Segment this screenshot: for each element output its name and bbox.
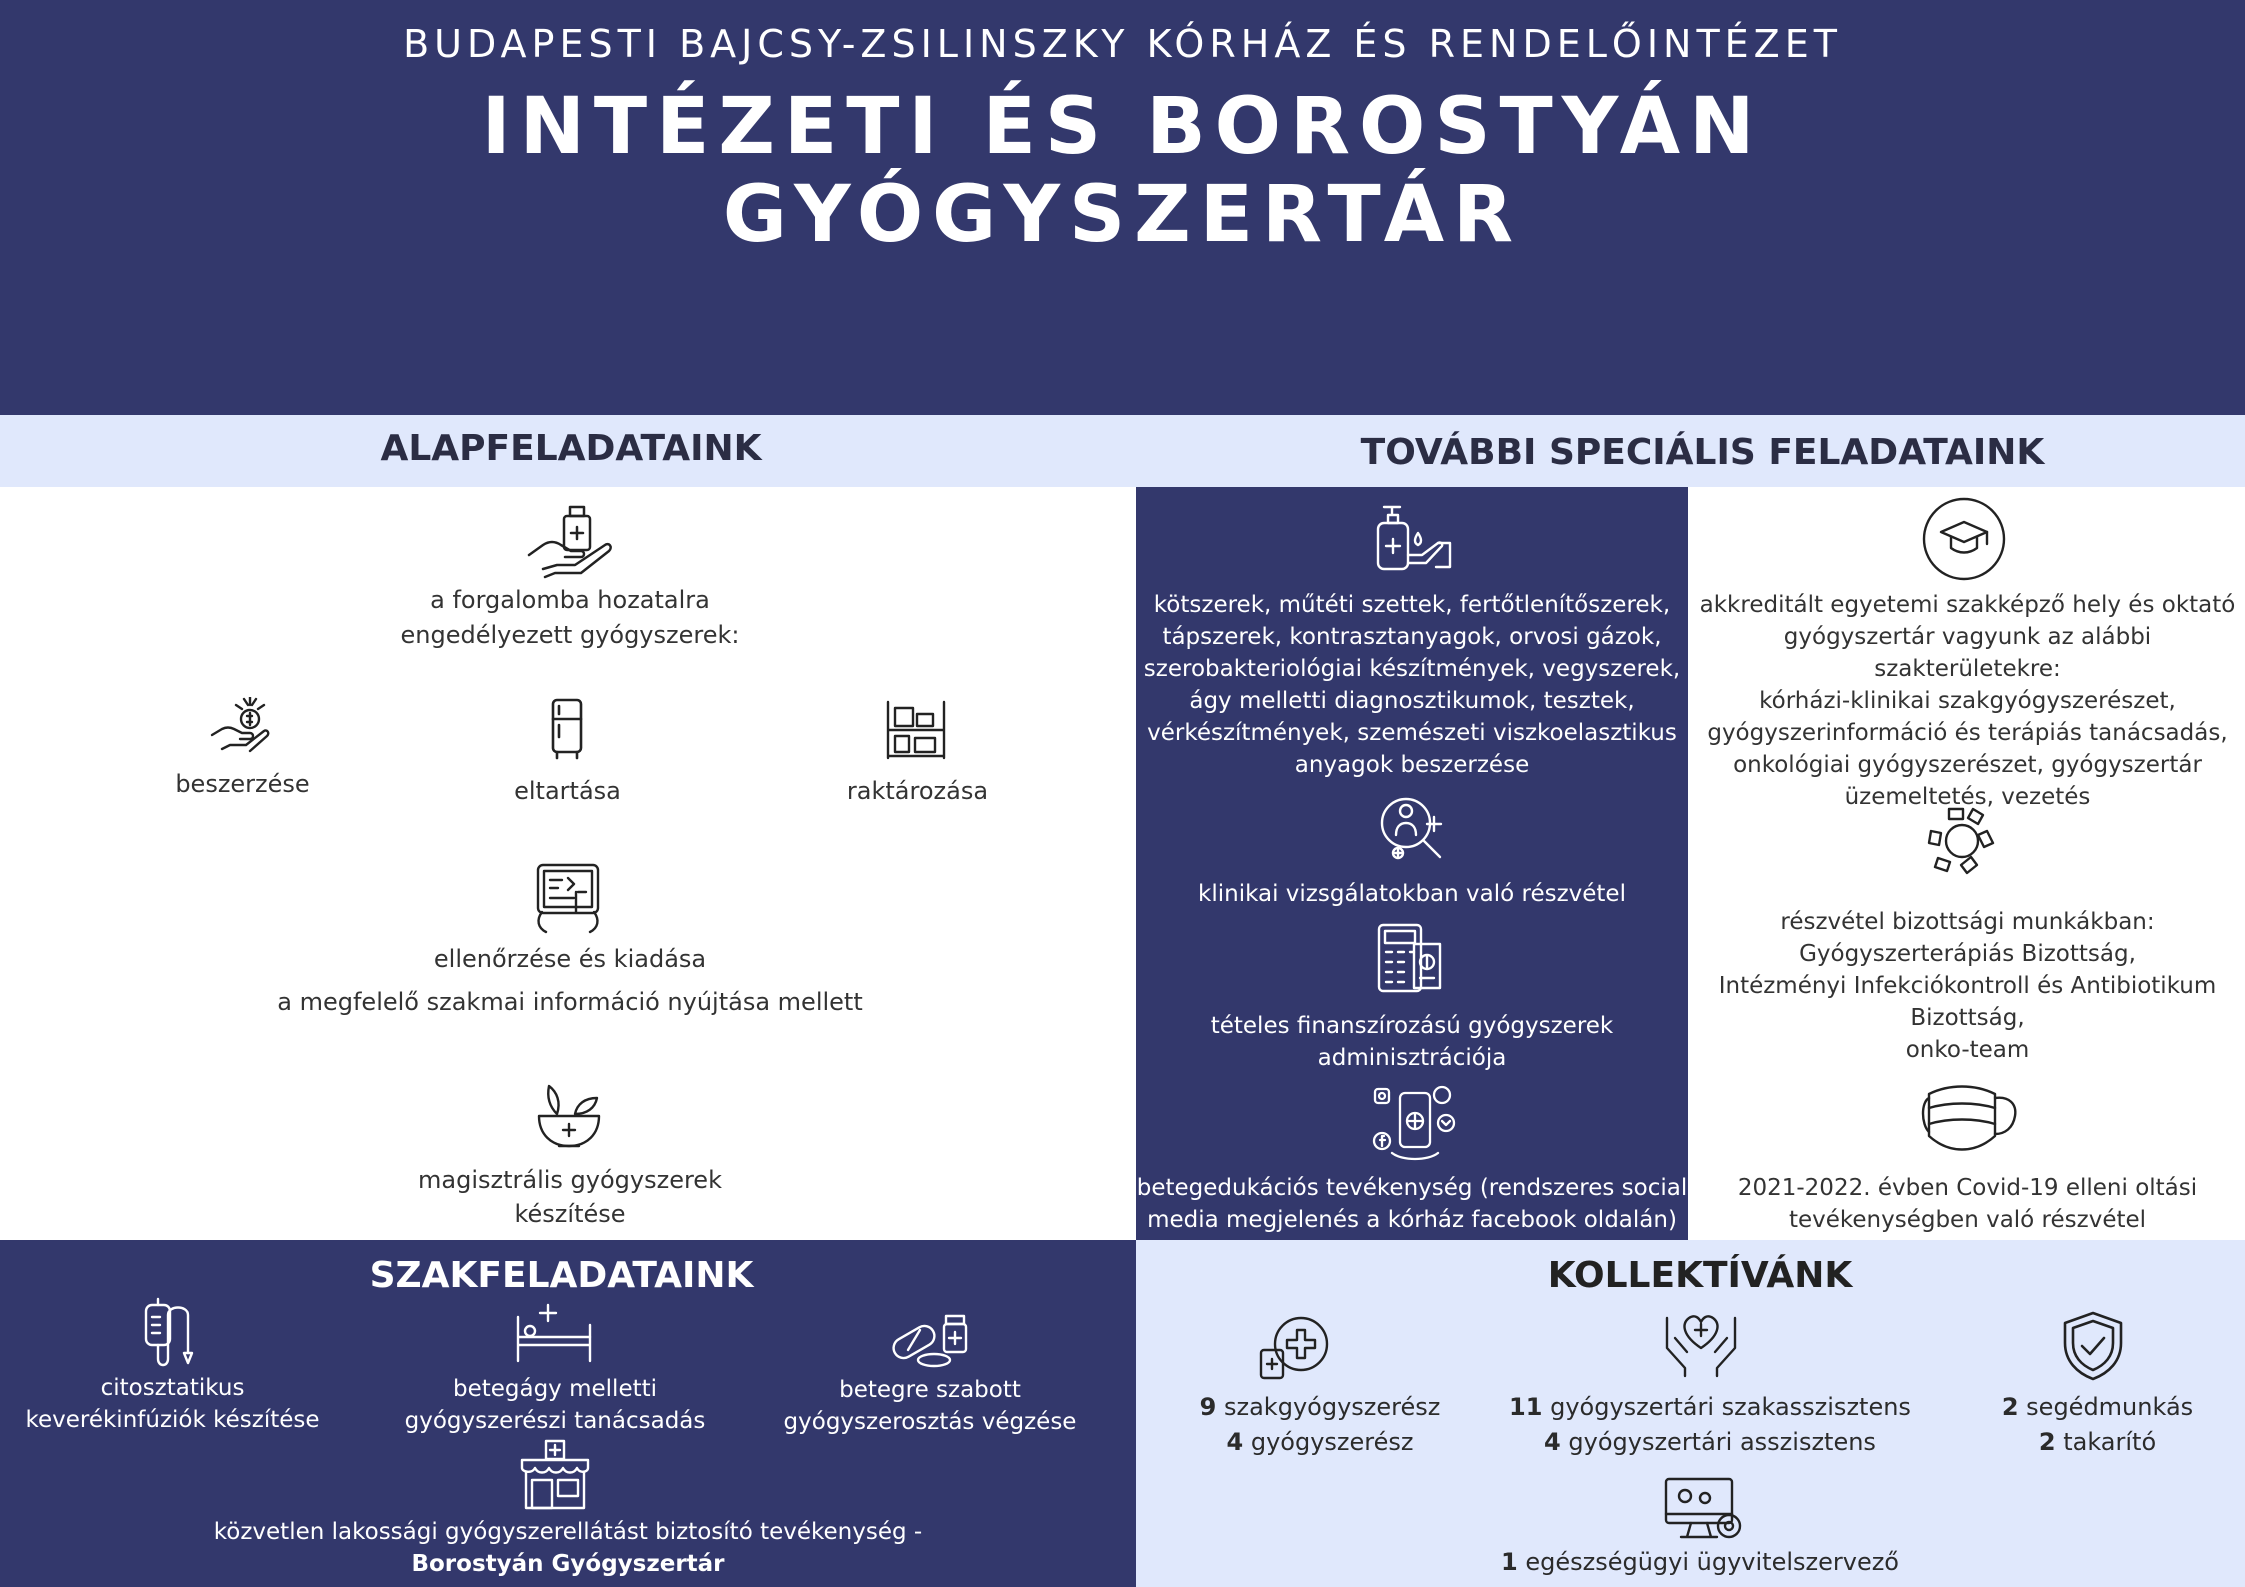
staff-role: segédmunkás xyxy=(2026,1393,2194,1421)
staff-count: 2 xyxy=(2038,1428,2056,1456)
hospital-bed-icon xyxy=(514,1301,594,1365)
kozvetlen-label: közvetlen lakossági gyógyszerellátást biztosító tevékenység - xyxy=(213,1519,923,1545)
spec-line: vérkészítmények, szemészeti viszkoelasztikus xyxy=(1147,720,1677,746)
face-mask-icon xyxy=(1921,1080,2021,1162)
spec-line: anyagok beszerzése xyxy=(1294,752,1530,778)
spec-line: onko-team xyxy=(1905,1037,2030,1063)
ellenorzes-label: ellenőrzése és kiadása xyxy=(433,945,707,973)
akkreditalt-text xyxy=(1690,589,2245,813)
bizottsag-text xyxy=(1690,906,2245,1066)
teteles-line1: tételes finanszírozású gyógyszerek xyxy=(1210,1013,1614,1039)
covid-line1: 2021-2022. évben Covid-19 elleni oltási xyxy=(1737,1175,2198,1201)
teteles-line2: adminisztrációja xyxy=(1317,1045,1507,1071)
betegre-line1: betegre szabott xyxy=(839,1377,1021,1403)
computer-settings-icon xyxy=(1663,1476,1743,1542)
staff-role: egészségügyi ügyvitelszervező xyxy=(1525,1548,1899,1576)
teamwork-hands-icon xyxy=(1919,799,2005,883)
hospital-name: BUDAPESTI BAJCSY-ZSILINSZKY KÓRHÁZ ÉS RENDELŐINTÉZET xyxy=(403,22,1842,66)
eltartas-label: eltartása xyxy=(514,777,621,805)
staff-role: takarító xyxy=(2063,1428,2157,1456)
spec-line: gyógyszertár vagyunk az alábbi szakterületekre: xyxy=(1783,624,2152,682)
pharmacy-store-icon xyxy=(518,1438,592,1512)
staff-count: 4 xyxy=(1226,1428,1244,1456)
medicine-hand-icon xyxy=(525,503,613,579)
money-hand-icon xyxy=(210,697,270,753)
magisztralis-line2: készítése xyxy=(514,1200,626,1228)
koll-group-2 xyxy=(1505,1390,1915,1460)
informacio-label: a megfelelő szakmai információ nyújtása mellett xyxy=(277,988,863,1016)
staff-row xyxy=(1930,1425,2245,1460)
koll-group-1 xyxy=(1135,1390,1505,1460)
spec-line: tápszerek, kontrasztanyagok, orvosi gázok, xyxy=(1162,624,1662,650)
betegagy-line2: gyógyszerészi tanácsadás xyxy=(404,1408,706,1434)
staff-row xyxy=(1135,1425,1505,1460)
beszerzes-label: beszerzése xyxy=(175,770,310,798)
borostyan-label: Borostyán Gyógyszertár xyxy=(411,1551,725,1577)
mortar-herb-icon xyxy=(535,1082,603,1154)
betegre-line2: gyógyszerosztás végzése xyxy=(783,1409,1077,1435)
spec-line: kórházi-klinikai szakgyógyszerészet, xyxy=(1759,688,2176,714)
spec-line: kötszerek, műtéti szettek, fertőtlenítőszerek, xyxy=(1153,592,1671,618)
koll-group-4 xyxy=(1450,1545,1950,1580)
betegagy-line1: betegágy melletti xyxy=(452,1376,658,1402)
szakfeladataink-heading: SZAKFELADATAINK xyxy=(369,1255,754,1296)
iv-drip-icon xyxy=(140,1295,204,1369)
heart-care-hands-icon xyxy=(1663,1308,1739,1380)
staff-row xyxy=(1505,1425,1915,1460)
graduation-cap-icon xyxy=(1921,496,2007,582)
citosztatikus-line1: citosztatikus xyxy=(100,1375,245,1401)
staff-role: gyógyszertári szakasszisztens xyxy=(1550,1393,1911,1421)
beszerzes-list-text xyxy=(1136,589,1688,781)
shield-check-icon xyxy=(2060,1310,2126,1382)
spec-line: Bizottság, xyxy=(1910,1005,2025,1031)
koll-group-3 xyxy=(1930,1390,2245,1460)
staff-role: szakgyógyszerész xyxy=(1224,1393,1441,1421)
tovabbi-heading: TOVÁBBI SPECIÁLIS FELADATAINK xyxy=(1360,432,2045,473)
staff-role: gyógyszertári asszisztens xyxy=(1568,1428,1876,1456)
kollektivank-heading: KOLLEKTÍVÁNK xyxy=(1547,1255,1853,1296)
staff-row xyxy=(1505,1390,1915,1425)
staff-row xyxy=(1450,1545,1950,1580)
alap-intro-line1: a forgalomba hozatalra xyxy=(430,586,710,614)
research-magnifier-icon xyxy=(1376,793,1448,865)
staff-count: 11 xyxy=(1509,1393,1543,1421)
staff-row xyxy=(1930,1390,2245,1425)
tablet-touch-icon xyxy=(532,862,604,934)
staff-count: 2 xyxy=(2001,1393,2019,1421)
klinikai-label: klinikai vizsgálatokban való részvétel xyxy=(1198,881,1626,907)
social-media-phone-icon xyxy=(1372,1083,1458,1165)
magisztralis-line1: magisztrális gyógyszerek xyxy=(418,1166,722,1194)
spec-line: Intézményi Infekciókontroll és Antibiotikum xyxy=(1718,973,2217,999)
staff-role: gyógyszerész xyxy=(1250,1428,1414,1456)
alap-intro-line2: engedélyezett gyógyszerek: xyxy=(400,621,740,649)
spec-line: üzemeltetés, vezetés xyxy=(1844,784,2091,810)
betegedukacio-line2: media megjelenés a kórház facebook oldalán) xyxy=(1147,1207,1677,1233)
covid-line2: tevékenységben való részvétel xyxy=(1788,1207,2147,1233)
spec-line: gyógyszerinformáció és terápiás tanácsadás, xyxy=(1707,720,2228,746)
sanitizer-hand-icon xyxy=(1374,503,1454,577)
spec-line: szerobakteriológiai készítmények, vegyszerek, xyxy=(1143,656,1681,682)
spec-line: onkológiai gyógyszerészet, gyógyszertár xyxy=(1733,752,2202,778)
page-title-line2: GYÓGYSZERTÁR xyxy=(722,170,1523,260)
refrigerator-icon xyxy=(549,697,585,761)
spec-line: akkreditált egyetemi szakképző hely és oktató xyxy=(1699,592,2236,618)
raktarozas-label: raktározása xyxy=(846,777,989,805)
staff-count: 9 xyxy=(1199,1393,1217,1421)
pills-bottle-icon xyxy=(888,1310,972,1370)
page-title-line1: INTÉZETI ÉS BOROSTYÁN xyxy=(481,82,1764,172)
betegedukacio-line1: betegedukációs tevékenység (rendszeres social xyxy=(1136,1175,1688,1201)
staff-count: 4 xyxy=(1544,1428,1561,1456)
spec-line: részvétel bizottsági munkákban: xyxy=(1780,909,2155,935)
calculator-bill-icon xyxy=(1376,922,1444,996)
citosztatikus-line2: keverékinfúziók készítése xyxy=(25,1407,320,1433)
staff-row xyxy=(1135,1390,1505,1425)
warehouse-shelf-icon xyxy=(885,700,947,760)
alapfeladataink-heading: ALAPFELADATAINK xyxy=(380,428,762,469)
staff-count: 1 xyxy=(1500,1548,1518,1576)
medical-cross-icon xyxy=(1257,1310,1333,1382)
spec-line: Gyógyszerterápiás Bizottság, xyxy=(1799,941,2136,967)
spec-line: ágy melletti diagnosztikumok, tesztek, xyxy=(1189,688,1635,714)
